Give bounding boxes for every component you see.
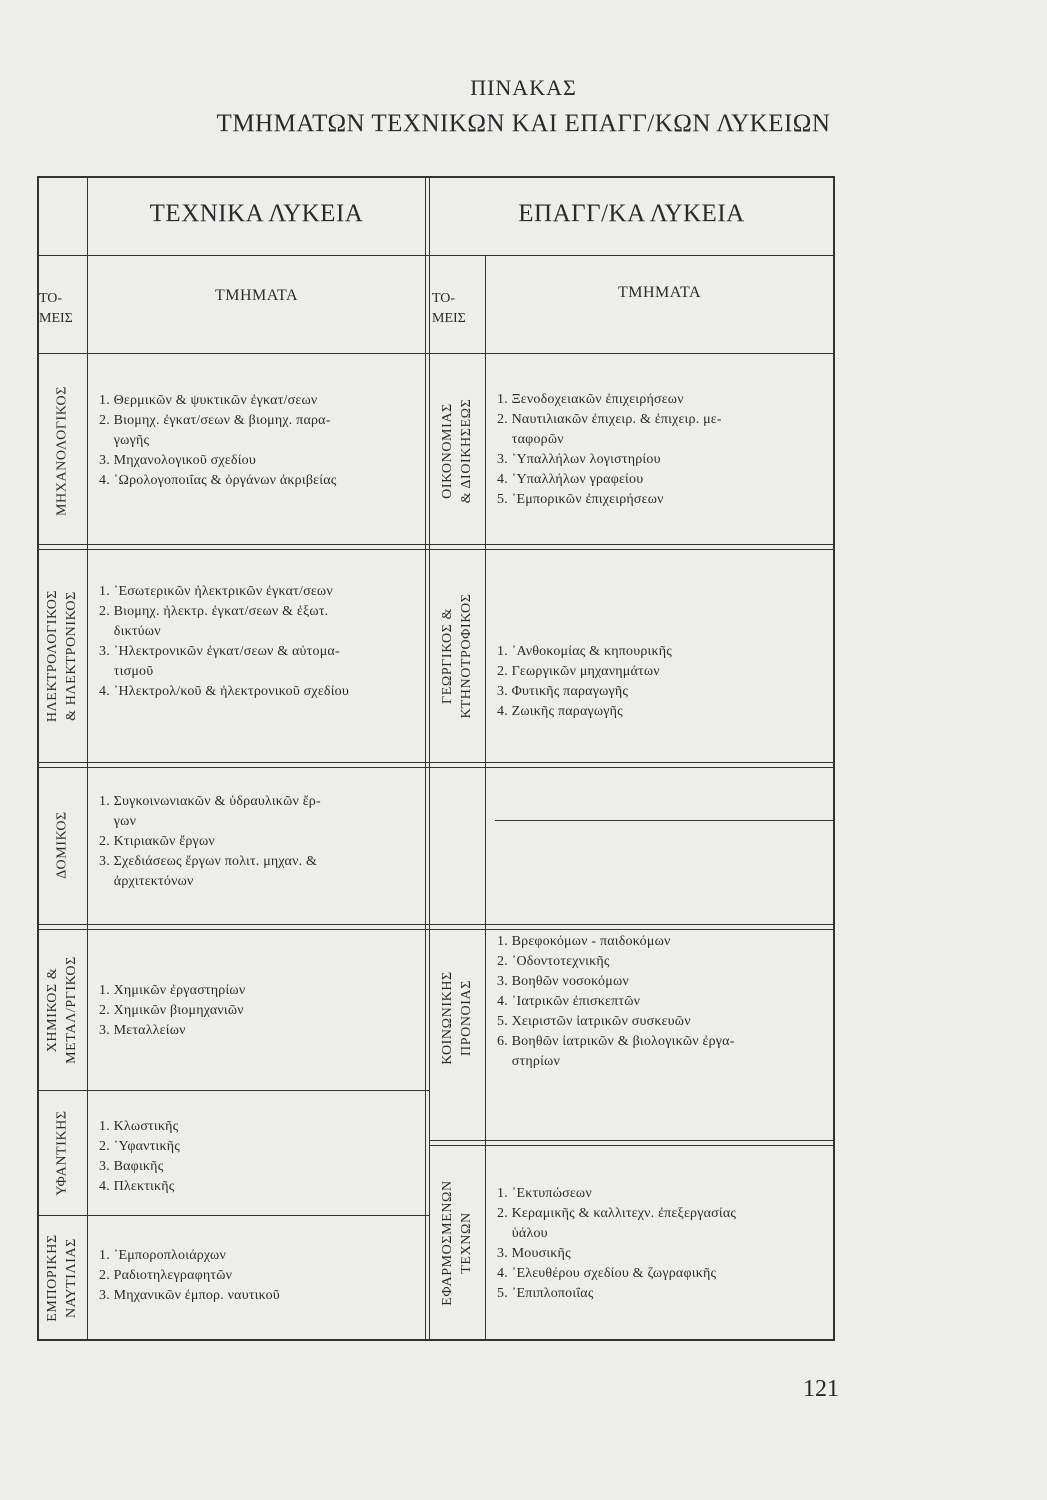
list-item: 6. Βοηθῶν ἰατρικῶν & βιολογικῶν ἐργα-: [497, 1034, 735, 1049]
list-item: 1. ᾿Εκτυπώσεων: [497, 1186, 592, 1201]
heading-row-line: [37, 255, 835, 256]
left-sep-1a: [37, 544, 429, 545]
right-sep-4a: [429, 1140, 835, 1141]
technika-col-tomeis: ΤΟ- ΜΕΙΣ: [39, 291, 73, 326]
list-social-welfare: [497, 932, 735, 1072]
list-textile: [99, 1117, 180, 1197]
list-mechanical: [99, 391, 336, 491]
left-sep-5: [37, 1215, 429, 1216]
list-item: 4. ῾Ωρολογοποιΐας & ὀργάνων ἀκριβείας: [99, 473, 337, 488]
page-title-line2: ΤΜΗΜΑΤΩΝ ΤΕΧΝΙΚΩΝ ΚΑΙ ΕΠΑΓΓ/ΚΩΝ ΛΥΚΕΙΩΝ: [216, 110, 831, 137]
list-electrical: [99, 582, 349, 702]
list-item: 1. Κλωστικῆς: [99, 1119, 179, 1134]
list-item: 2. Κτιριακῶν ἔργων: [99, 834, 215, 849]
right-sep-3b: [429, 929, 835, 930]
list-item: γωγῆς: [99, 433, 150, 448]
right-sep-2b: [429, 767, 835, 768]
epaggelmatika-col-tomeis: ΤΟ- ΜΕΙΣ: [432, 291, 466, 326]
left-sep-2a: [37, 762, 429, 763]
sector-label-electrical: ΗΛΕΚΤΡΟΛΟΓΙΚΟΣ & ΗΛΕΚΤΡΟΝΙΚΟΣ: [45, 589, 79, 723]
list-item: γων: [99, 814, 137, 829]
list-item: ὑάλου: [497, 1226, 548, 1241]
list-item: 2. ῾Υφαντικῆς: [99, 1139, 181, 1154]
list-item: 1. Χημικῶν ἐργαστηρίων: [99, 983, 246, 998]
list-economy: [497, 390, 722, 510]
center-divider-a: [425, 176, 426, 1341]
center-divider-b: [429, 176, 430, 1341]
left-sep-1b: [37, 549, 429, 550]
list-item: τισμοῦ: [99, 664, 154, 679]
list-item: δικτύων: [99, 624, 161, 639]
list-item: 2. ᾿Οδοντοτεχνικῆς: [497, 954, 610, 969]
left-sep-3b: [37, 929, 429, 930]
list-item: 3. ᾿Ηλεκτρονικῶν ἐγκατ/σεων & αὐτομα-: [99, 644, 340, 659]
page-number: 121: [803, 1376, 839, 1402]
right-sep-4b: [429, 1145, 835, 1146]
list-item: 2. Ναυτιλιακῶν ἐπιχειρ. & ἐπιχειρ. με-: [497, 412, 722, 427]
list-item: 3. Μεταλλείων: [99, 1023, 186, 1038]
list-item: 2. Κεραμικῆς & καλλιτεχν. ἐπεξεργασίας: [497, 1206, 737, 1221]
technika-col-tmimata: ΤΜΗΜΑΤΑ: [214, 287, 299, 304]
list-chemical: [99, 981, 245, 1041]
epaggelmatika-heading: ΕΠΑΓΓ/ΚΑ ΛΥΚΕΙΑ: [518, 200, 745, 227]
sector-label-agriculture: ΓΕΩΡΓΙΚΟΣ & ΚΤΗΝΟΤΡΟΦΙΚΟΣ: [440, 593, 474, 719]
list-item: 2. Βιομηχ. ἠλεκτρ. ἐγκατ/σεων & ἐξωτ.: [99, 604, 329, 619]
table-border-left: [37, 176, 39, 1341]
right-sep-3a: [429, 924, 835, 925]
right-sep-1a: [429, 544, 835, 545]
list-item: στηρίων: [497, 1054, 560, 1069]
list-item: 4. ῾Υπαλλήλων γραφείου: [497, 472, 644, 487]
list-item: 4. Ζωικῆς παραγωγῆς: [497, 704, 623, 719]
list-item: 3. ῾Υπαλλήλων λογιστηρίου: [497, 452, 661, 467]
list-item: 1. Θερμικῶν & ψυκτικῶν ἐγκατ/σεων: [99, 393, 318, 408]
list-item: 3. Μουσικῆς: [497, 1246, 571, 1261]
left-sep-4: [37, 1090, 429, 1091]
sector-label-social-welfare: ΚΟΙΝΩΝΙΚΗΣ ΠΡΟΝΟΙΑΣ: [440, 971, 474, 1065]
list-item: 2. Χημικῶν βιομηχανιῶν: [99, 1003, 244, 1018]
list-item: 5. ᾿Επιπλοποιΐας: [497, 1286, 594, 1301]
right-sep-2c: [495, 820, 835, 821]
right-tomeis-divider: [485, 255, 486, 1341]
table-border-right: [833, 176, 835, 1341]
list-item: 1. ᾿Εμποροπλοιάρχων: [99, 1248, 226, 1263]
list-item: 3. Βαφικῆς: [99, 1159, 164, 1174]
right-sep-2a: [429, 762, 835, 763]
list-merchant-navy: [99, 1246, 280, 1306]
list-item: 4. ᾿Ιατρικῶν ἐπισκεπτῶν: [497, 994, 641, 1009]
list-applied-arts: [497, 1184, 736, 1304]
list-item: 4. Πλεκτικῆς: [99, 1179, 175, 1194]
sector-label-construction: ΔΟΜΙΚΟΣ: [54, 811, 70, 879]
right-sep-1b: [429, 549, 835, 550]
list-item: 1. Ξενοδοχειακῶν ἐπιχειρήσεων: [497, 392, 684, 407]
sector-label-chemical: ΧΗΜΙΚΟΣ & ΜΕΤΑΛ/ΡΓΙΚΟΣ: [45, 956, 79, 1064]
list-item: 1. Συγκοινωνιακῶν & ὑδραυλικῶν ἔρ-: [99, 794, 321, 809]
sector-label-applied-arts: ΕΦΑΡΜΟΣΜΕΝΩΝ ΤΕΧΝΩΝ: [440, 1180, 474, 1306]
sector-label-merchant-navy: ΕΜΠΟΡΙΚΗΣ ΝΑΥΤΙΛΙΑΣ: [45, 1234, 79, 1322]
list-item: 1. ᾿Ανθοκομίας & κηπουρικῆς: [497, 644, 673, 659]
list-item: 3. Μηχανολογικοῦ σχεδίου: [99, 453, 256, 468]
list-item: 2. Ραδιοτηλεγραφητῶν: [99, 1268, 233, 1283]
list-item: 5. ᾿Εμπορικῶν ἐπιχειρήσεων: [497, 492, 664, 507]
left-sep-2b: [37, 767, 429, 768]
technika-heading: ΤΕΧΝΙΚΑ ΛΥΚΕΙΑ: [149, 200, 364, 227]
list-item: 1. Βρεφοκόμων - παιδοκόμων: [497, 934, 671, 949]
list-item: 3. Βοηθῶν νοσοκόμων: [497, 974, 629, 989]
list-agriculture: [497, 642, 672, 722]
list-construction: [99, 792, 321, 892]
list-item: 1. ᾿Εσωτερικῶν ἠλεκτρικῶν ἐγκατ/σεων: [99, 584, 333, 599]
epaggelmatika-col-tmimata: ΤΜΗΜΑΤΑ: [617, 284, 702, 301]
list-item: ταφορῶν: [497, 432, 564, 447]
page-title-line1: ΠΙΝΑΚΑΣ: [470, 75, 577, 100]
list-item: 3. Μηχανικῶν ἐμπορ. ναυτικοῦ: [99, 1288, 280, 1303]
list-item: 2. Γεωργικῶν μηχανημάτων: [497, 664, 660, 679]
list-item: 5. Χειριστῶν ἰατρικῶν συσκευῶν: [497, 1014, 691, 1029]
sector-label-economy: ΟΙΚΟΝΟΜΙΑΣ & ΔΙΟΙΚΗΣΕΩΣ: [440, 398, 474, 504]
colheader-row-line: [37, 353, 835, 354]
sector-label-mechanical: ΜΗΧΑΝΟΛΟΓΙΚΟΣ: [54, 386, 70, 516]
left-sep-3a: [37, 924, 429, 925]
list-item: 3. Φυτικῆς παραγωγῆς: [497, 684, 629, 699]
list-item: ἀρχιτεκτόνων: [99, 874, 194, 889]
list-item: 4. ᾿Ελευθέρου σχεδίου & ζωγραφικῆς: [497, 1266, 717, 1281]
table-border-bottom: [37, 1339, 835, 1341]
list-item: 3. Σχεδιάσεως ἔργων πολιτ. μηχαν. &: [99, 854, 318, 869]
table-border-top: [37, 176, 835, 178]
list-item: 2. Βιομηχ. ἐγκατ/σεων & βιομηχ. παρα-: [99, 413, 331, 428]
list-item: 4. ᾿Ηλεκτρολ/κοῦ & ἠλεκτρονικοῦ σχεδίου: [99, 684, 350, 699]
sector-label-textile: ΥΦΑΝΤΙΚΗΣ: [54, 1110, 70, 1196]
left-tomeis-divider: [87, 176, 88, 1341]
